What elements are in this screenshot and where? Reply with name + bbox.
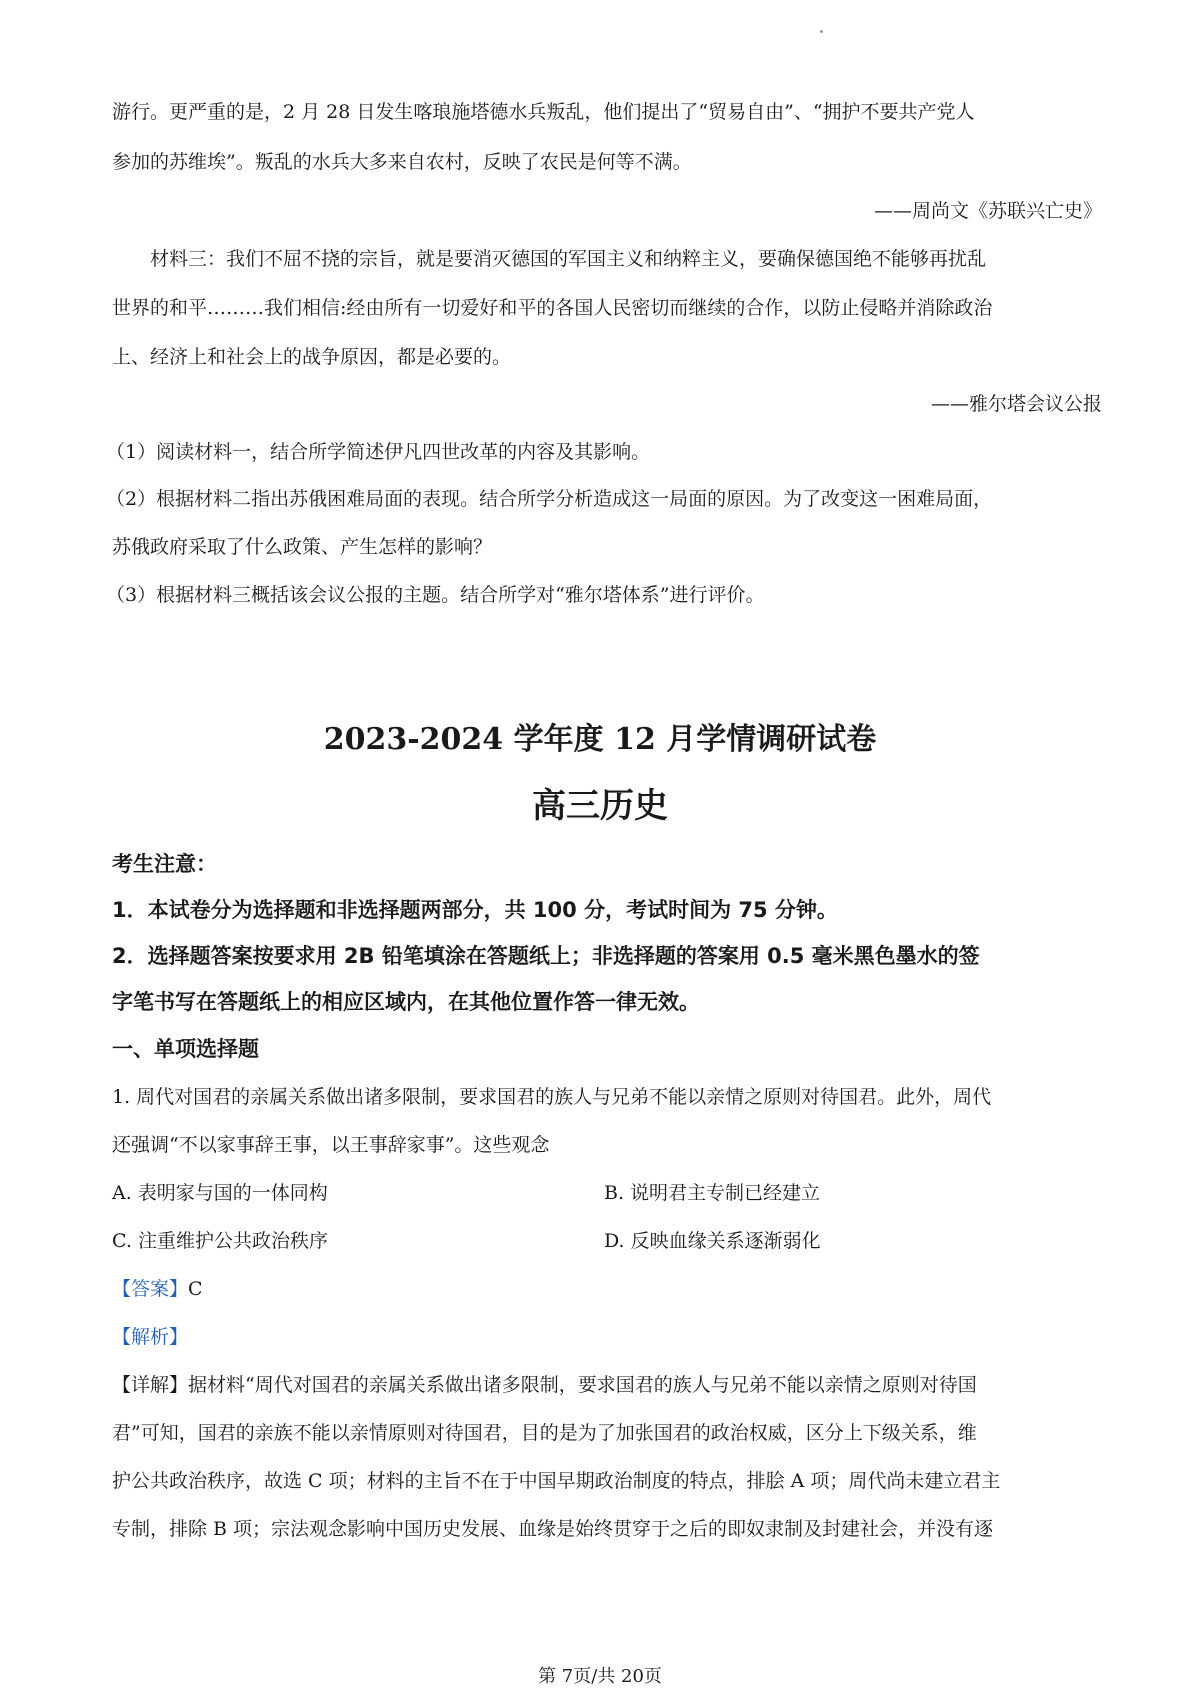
question-part-2-line2: 苏俄政府采取了什么政策、产生怎样的影响？ [112, 536, 493, 558]
question-1-stem-line1: 1. 周代对国君的亲属关系做出诸多限制，要求国君的族人与兄弟不能以亲情之原则对待国君。此外，周代 [112, 1086, 992, 1108]
option-b: B. 说明君主专制已经建立 [604, 1182, 821, 1204]
detail-line2: 君”可知，国君的亲族不能以亲情原则对待国君，目的是为了加张国君的政治权威，区分上下级关系，维 [112, 1422, 977, 1444]
answer-row [112, 1277, 1102, 1301]
material-two-line2: 参加的苏维埃”。叛乱的水兵大多来自农村，反映了农民是何等不满。 [112, 151, 692, 173]
material-three-line3: 上、经济上和社会上的战争原因，都是必要的。 [112, 346, 512, 368]
option-c: C. 注重维护公共政治秩序 [112, 1230, 328, 1252]
section-heading: 一、单项选择题 [112, 1037, 259, 1061]
question-1-stem-line2: 还强调“不以家事辞王事，以王事辞家事”。这些观念 [112, 1134, 550, 1156]
answer-value: C [188, 1278, 203, 1300]
material-three-line1: 材料三：我们不屈不挠的宗旨，就是要消灭德国的军国主义和纳粹主义，要确保德国绝不能够再扰乱 [150, 248, 987, 270]
notice-heading: 考生注意： [112, 852, 217, 876]
exam-subject: 高三历史 [532, 786, 668, 826]
exam-title: 2023-2024 学年度 12 月学情调研试卷 [323, 722, 877, 757]
analysis-label: 【解析】 [112, 1326, 189, 1348]
answer-label: 【答案】 [112, 1278, 189, 1300]
detail-line3: 护公共政治秩序，故选 C 项；材料的主旨不在于中国早期政治制度的特点，排脍 A 项；周代尚未建立君主 [112, 1470, 1001, 1492]
question-part-3: （3）根据材料三概括该会议公报的主题。结合所学对“雅尔塔体系”进行评价。 [106, 584, 765, 606]
notice-item-2-line1: 2．选择题答案按要求用 2B 铅笔填涂在答题纸上；非选择题的答案用 0.5 毫米黑色墨水的签 [112, 944, 980, 968]
question-part-1: （1）阅读材料一，结合所学简述伊凡四世改革的内容及其影响。 [106, 441, 651, 463]
material-three-line2: 世界的和平………我们相信:经由所有一切爱好和平的各国人民密切而继续的合作，以防止侵略并消除政治 [112, 297, 993, 319]
scan-dot [820, 30, 823, 33]
option-d: D. 反映血缘关系逐渐弱化 [604, 1230, 821, 1252]
detail-line4: 专制，排除 B 项；宗法观念影响中国历史发展、血缘是始终贯穿于之后的即奴隶制及封建社会，并没有逐 [112, 1518, 994, 1540]
question-part-2-line1: （2）根据材料二指出苏俄困难局面的表现。结合所学分析造成这一局面的原因。为了改变这一困难局面， [106, 488, 993, 510]
material-two-line1: 游行。更严重的是，2 月 28 日发生喀琅施塔德水兵叛乱，他们提出了“贸易自由”、“拥护不要共产党人 [112, 101, 975, 123]
page-number: 第 7页/共 20页 [538, 1666, 662, 1687]
notice-item-2-line2: 字笔书写在答题纸上的相应区域内，在其他位置作答一律无效。 [112, 990, 700, 1014]
material-three-source: ——雅尔塔会议公报 [930, 393, 1102, 415]
material-two-source: ——周尚文《苏联兴亡史》 [873, 200, 1102, 222]
option-a: A. 表明家与国的一体同构 [112, 1182, 328, 1204]
detail-line1-row [112, 1373, 1102, 1397]
detail-line1: 据材料“周代对国君的亲属关系做出诸多限制，要求国君的族人与兄弟不能以亲情之原则对待国 [188, 1374, 977, 1396]
detail-label: 【详解】 [112, 1374, 189, 1396]
notice-item-1: 1．本试卷分为选择题和非选择题两部分，共 100 分，考试时间为 75 分钟。 [112, 898, 838, 922]
